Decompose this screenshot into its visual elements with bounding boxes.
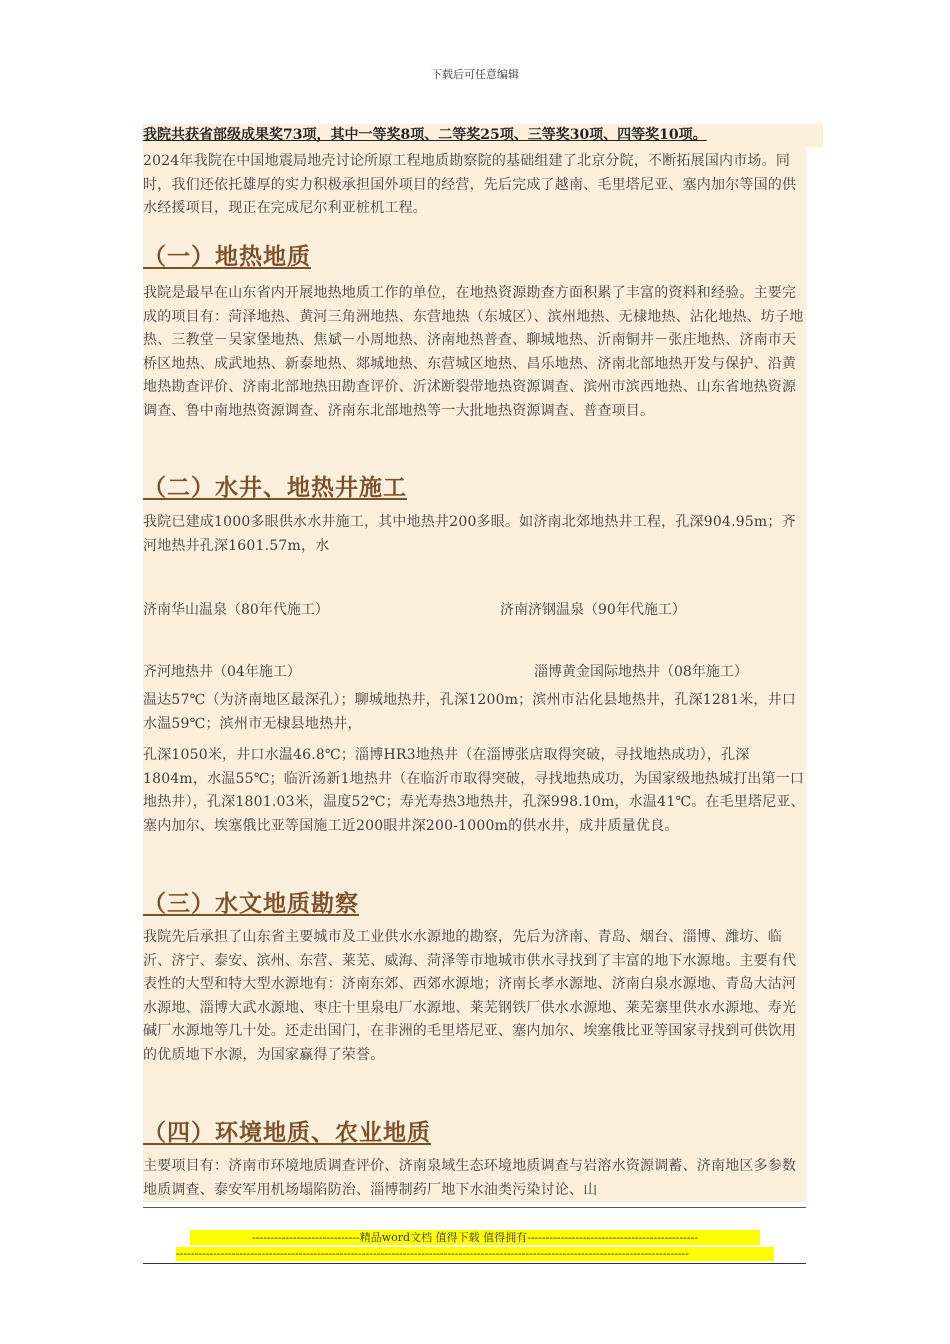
document-body bbox=[143, 124, 806, 1202]
section-title-geothermal: （一）地热地质 bbox=[143, 243, 311, 270]
section-body-geothermal: 我院是最早在山东省内开展地热地质工作的单位，在地热资源勘查方面积累了丰富的资料和经验。主要完成的项目有：菏泽地热、黄河三角洲地热、东营地热（东城区）、滨州地热、无棣地热、沾化地热、坊子地热、三教堂－吴家堡地热、焦斌－小周地热、济南地热普查、聊城地热、沂南铜井－张庄地热、济南市天桥区地热、成武地热、新泰地热、郯城地热、东营城区地热、昌乐地热、济南北部地热开发与保护、沿黄地热勘查评价、济南北部地热田勘查评价、沂沭断裂带地热资源调查、滨州市滨西地热、山东省地热资源调查、鲁中南地热资源调查、济南东北部地热等一大批地热资源调查、普查项目。 bbox=[143, 285, 804, 419]
photo-caption: 济南济钢温泉（90年代施工） bbox=[500, 602, 686, 618]
section-body-wells-details: 孔深1050米，井口水温46.8℃；淄博HR3地热井（在淄博张店取得突破，寻找地热成功），孔深1804m，水温55℃；临沂汤新1地热井（在临沂市取得突破，寻找地热成功，为国家级地热城打出第一口地热井），孔深1801.03米，温度52℃；寿光寿热3地热井，孔深998.10m，水温41℃。在毛里塔尼亚、塞内加尔、埃塞俄比亚等国施工近200眼井深200-1000m的供水井，成井质量优良。 bbox=[143, 747, 805, 834]
section-title-environmental: （四）环境地质、农业地质 bbox=[143, 1119, 431, 1146]
photo-caption: 淄博黄金国际地热井（08年施工） bbox=[534, 664, 748, 680]
footer-bottom-divider bbox=[143, 1263, 806, 1264]
section-title-hydrogeology: （三）水文地质勘察 bbox=[143, 890, 359, 917]
section-title-wells: （二）水井、地热井施工 bbox=[143, 474, 407, 501]
footer-divider bbox=[143, 1207, 806, 1208]
intro-paragraph: 2024年我院在中国地震局地壳讨论所原工程地质勘察院的基础组建了北京分院，不断拓展国内市场。同时，我们还依托雄厚的实力积极承担国外项目的经营，先后完成了越南、毛里塔尼亚、塞内加尔等国的供水经援项目，现正在完成尼尔利亚桩机工程。 bbox=[143, 153, 797, 216]
awards-summary: 我院共获省部级成果奖73项，其中一等奖8项、二等奖25项、三等奖30项、四等奖10项。 bbox=[143, 124, 823, 147]
footer-banner: -----------------------------精品word文档 值得下载 值得拥有---------------------------------------------- bbox=[190, 1230, 760, 1245]
section-body-wells-continued: 温达57℃（为济南地区最深孔）；聊城地热井，孔深1200m；滨州市沾化县地热井，孔深1281米，井口水温59℃；滨州市无棣县地热井， bbox=[143, 692, 797, 732]
section-body-environmental: 主要项目有：济南市环境地质调查评价、济南泉域生态环境地质调查与岩溶水资源调蓄、济南地区多参数地质调查、泰安军用机场塌陷防治、淄博制药厂地下水油类污染讨论、山 bbox=[143, 1158, 797, 1198]
page-header: 下载后可任意编辑 bbox=[431, 68, 519, 81]
photo-caption: 齐河地热井（04年施工） bbox=[143, 664, 301, 680]
section-body-hydrogeology: 我院先后承担了山东省主要城市及工业供水水源地的勘察，先后为济南、青岛、烟台、淄博、潍坊、临沂、济宁、泰安、滨州、东营、莱芜、威海、菏泽等市地城市供水寻找到了丰富的地下水源地。主要有代表性的大型和特大型水源地有：济南东郊、西郊水源地；济南长孝水源地、济南白泉水源地、青岛大沽河水源地、淄博大武水源地、枣庄十里泉电厂水源地、莱芜钢铁厂供水水源地、莱芜寨里供水水源地、寿光碱厂水源地等几十处。还走出国门，在非洲的毛里塔尼亚、塞内加尔、埃塞俄比亚等国家寻找到可供饮用的优质地下水源，为国家赢得了荣誉。 bbox=[143, 929, 797, 1063]
footer-dash-line: ------------------------------------------------------------------------------------------------------------------------------------------ bbox=[176, 1247, 774, 1261]
section-body-wells: 我院已建成1000多眼供水水井施工，其中地热井200多眼。如济南北郊地热井工程，孔深904.95m；齐河地热井孔深1601.57m，水 bbox=[143, 514, 796, 554]
photo-caption: 济南华山温泉（80年代施工） bbox=[143, 602, 329, 618]
